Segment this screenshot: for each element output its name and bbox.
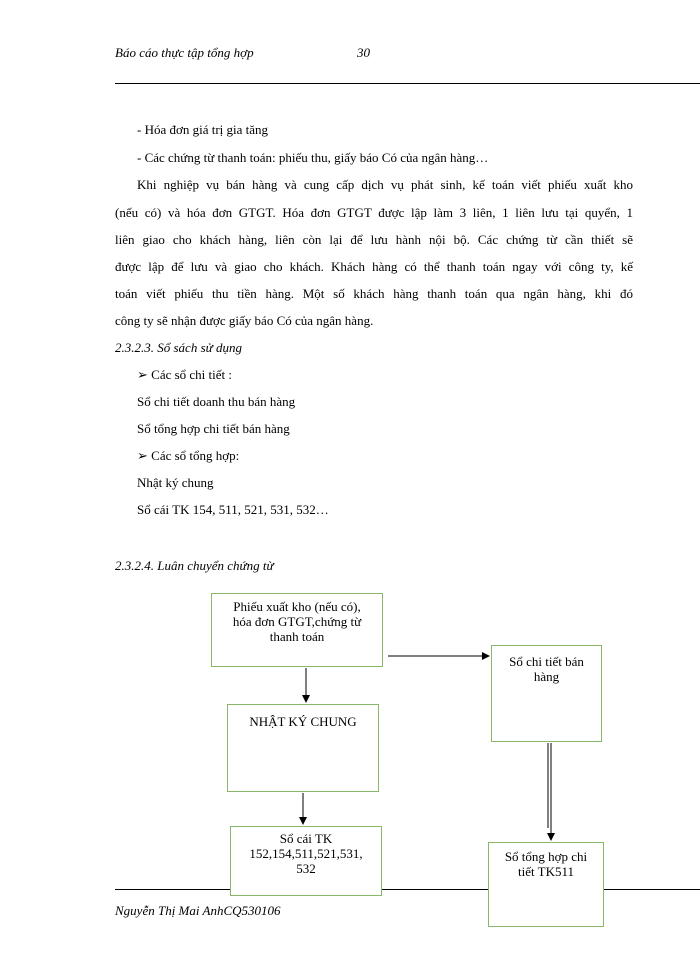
box-text-line: 152,154,511,521,531, (249, 846, 363, 861)
paragraph-line: được lập để lưu và giao cho khách. Khách hàng có thể thanh toán ngay với công ty, kế (115, 259, 633, 274)
box-text-line: Sổ chi tiết bán (509, 654, 584, 669)
box-text-line: hàng (533, 669, 560, 684)
paragraph-line: toán viết phiếu thu tiền hàng. Một số khách hàng thanh toán qua ngân hàng, khi đó (115, 286, 633, 301)
box-text-line: Phiếu xuất kho (nếu có), (233, 599, 361, 614)
paragraph-line: Khi nghiệp vụ bán hàng và cung cấp dịch vụ phát sinh, kế toán viết phiếu xuất kho (137, 177, 633, 192)
header-rule (115, 83, 700, 84)
box-general-ledger (230, 826, 382, 896)
paragraph-line: công ty sẽ nhận được giấy báo Có của ngân hàng. (115, 313, 374, 328)
box-source-documents (211, 593, 383, 667)
bullet-payment-docs: - Các chứng từ thanh toán: phiếu thu, giấy báo Có của ngân hàng… (137, 150, 489, 165)
summary-book-item: Sổ cái TK 154, 511, 521, 531, 532… (137, 502, 329, 517)
detail-books-heading: ➢ Các sổ chi tiết : (137, 367, 233, 382)
header-title: Báo cáo thực tập tổng hợp (115, 45, 254, 60)
box-text-line: NHẬT KÝ CHUNG (249, 714, 357, 729)
box-text-line: thanh toán (269, 629, 325, 644)
page-number: 30 (357, 45, 370, 60)
box-summary-book (488, 842, 604, 927)
summary-books-heading: ➢ Các sổ tổng hợp: (137, 448, 240, 463)
box-text-line: Sổ tổng hợp chi (504, 849, 588, 864)
footer-rule (604, 889, 700, 890)
paragraph-line: (nếu có) và hóa đơn GTGT. Hóa đơn GTGT được lập làm 3 liên, 1 liên lưu tại quyển, 1 (115, 205, 633, 220)
detail-book-item: Sổ tổng hợp chi tiết bán hàng (137, 421, 290, 436)
box-sales-detail-book (491, 645, 602, 742)
footer-rule (382, 889, 488, 890)
box-text-line: Sổ cái TK (279, 831, 333, 846)
box-text-line: tiết TK511 (518, 864, 574, 879)
bullet-vat-invoice: - Hóa đơn giá trị gia tăng (137, 122, 269, 137)
box-text-line: hóa đơn GTGT,chứng từ (232, 614, 362, 629)
summary-book-item: Nhật ký chung (137, 475, 214, 490)
box-text-line: 532 (296, 861, 316, 876)
detail-book-item: Sổ chi tiết doanh thu bán hàng (137, 394, 296, 409)
footer-author: Nguyễn Thị Mai AnhCQ530106 (115, 903, 281, 918)
footer-rule (115, 889, 230, 890)
section-heading-flow: 2.3.2.4. Luân chuyển chứng từ (115, 558, 274, 573)
section-heading-books: 2.3.2.3. Sổ sách sử dụng (115, 340, 242, 355)
paragraph-line: liên giao cho khách hàng, liên còn lại để lưu hành nội bộ. Các chứng từ cần thiết sẽ (115, 232, 633, 247)
box-general-journal (227, 704, 379, 792)
